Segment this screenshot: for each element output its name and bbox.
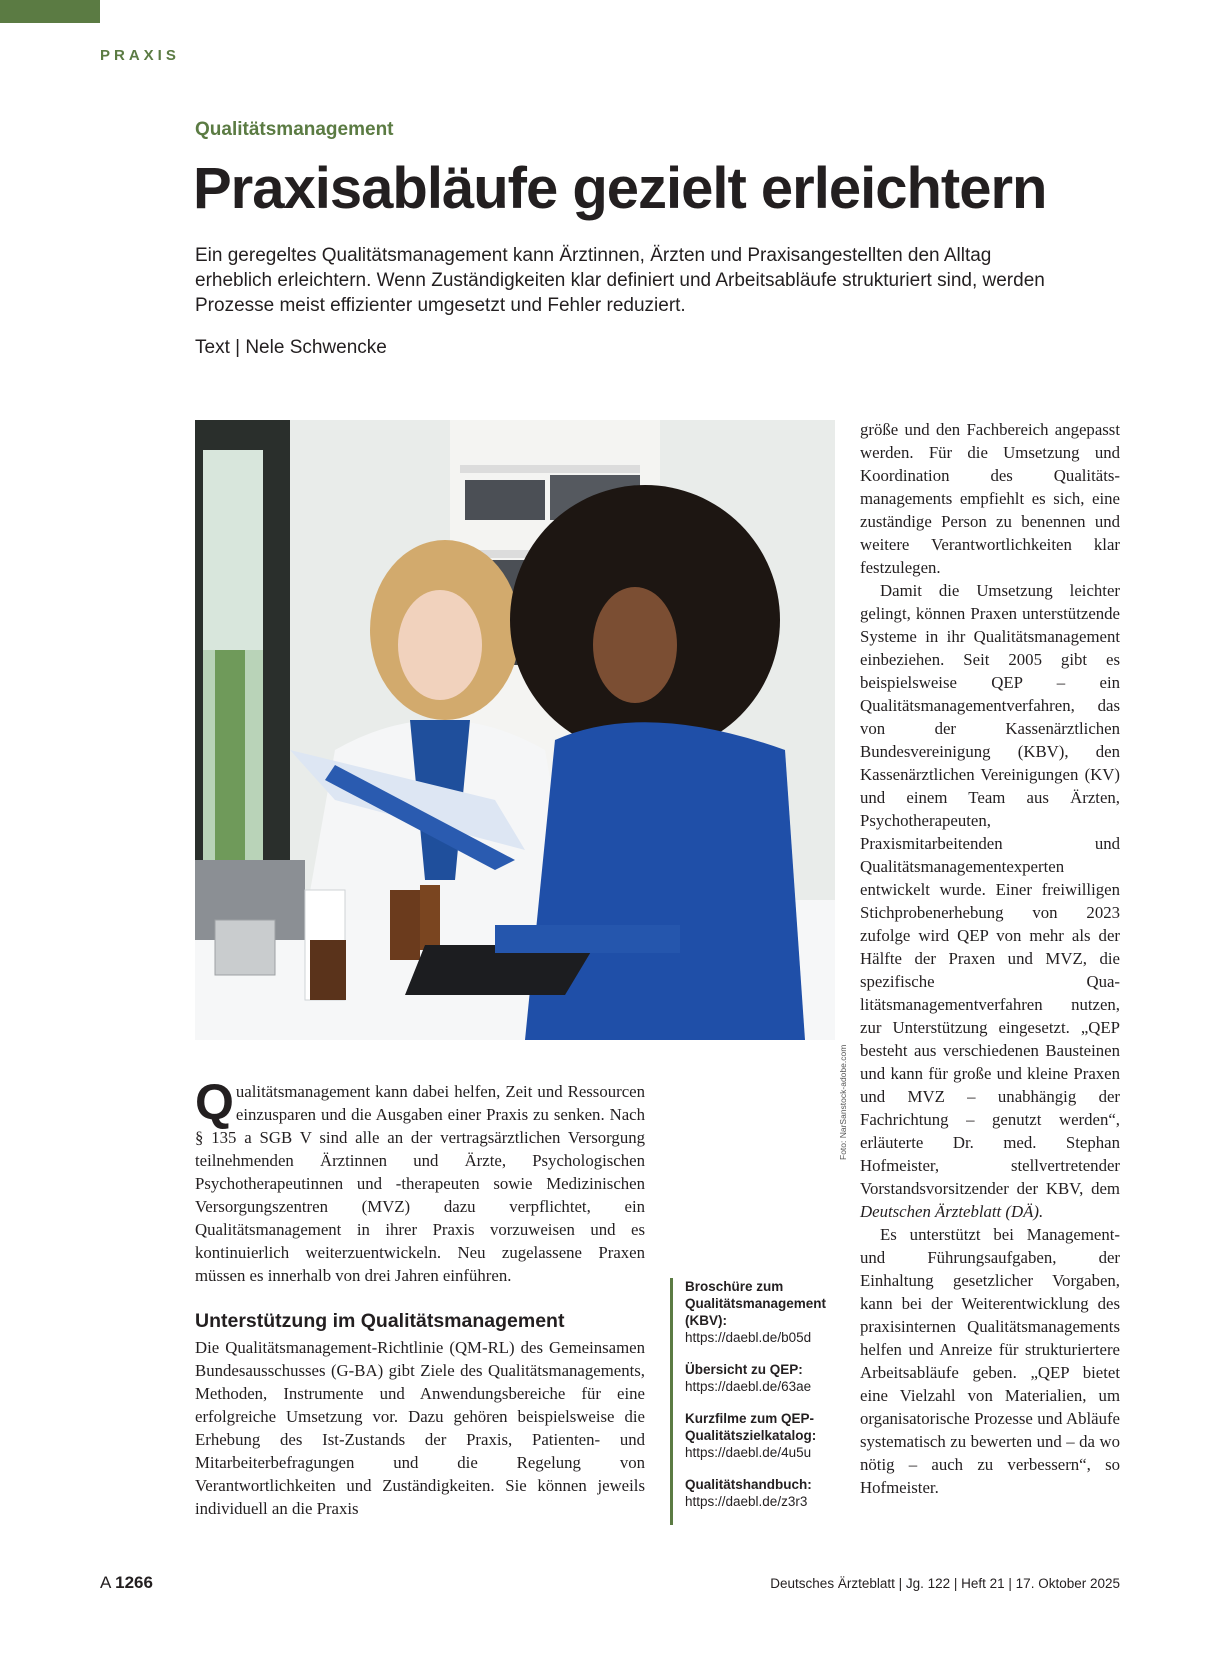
infobox-item: [685, 1361, 855, 1395]
article-paragraph: Es unterstützt bei Management- und Führungsaufgaben, der Einhaltung gesetzlicher Vorgaben, kann bei der Weiterentwicklung des praxisinternen Qualitätsmanagements helfen und Anreize für strukturiertere Arbeitsabläufe geben. „QEP bietet eine Vielzahl von Materialien, um organisatorische Prozesse und Abläufe systematisch zu bewerten und – da wo nötig – auch zu verbessern“, so Hofmeister.: [860, 1225, 1120, 1497]
infobox-link[interactable]: https://daebl.de/4u5u: [685, 1445, 812, 1460]
infobox-link[interactable]: https://daebl.de/z3r3: [685, 1494, 808, 1509]
article-paragraph: Qualitätsmanagement kann dabei helfen, Zeit und Ressourcen einzusparen und die Ausgaben einer Praxis zu senken. Nach § 135 a SGB V sind alle an der vertragsärztlichen Versorgung teilnehmenden Ärztinnen und Ärzte, Psychologischen Psychotherapeutinnen und -therapeuten sowie Medizinischen Versorgungszentren (MVZ) dazu verpflichtet, ein Qualitätsmanagement in ihrer Praxis vorzuweisen und es kontinuierlich weiterzuentwickeln. Neu zugelassene Praxen müssen es innerhalb von drei Jahren einführen.: [195, 1074, 645, 1285]
infobox-label: Qualitätshandbuch:: [685, 1477, 812, 1492]
article-column-left: [195, 1074, 645, 1520]
article-paragraph: größe und den Fachbereich angepasst werden. Für die Umsetzung und Koordination des Qualitätsmanagements empfiehlt es sich, eine zuständige Person zu benennen und weitere Verantwortlichkeiten klar festzulegen.: [860, 420, 1120, 577]
infobox-item: [685, 1278, 855, 1346]
article-headline: Praxisabläufe gezielt erleichtern: [193, 156, 1047, 221]
section-color-bar: [0, 0, 100, 23]
infobox-item: [685, 1476, 855, 1510]
article-paragraph: Die Qualitätsmanagement-Richtlinie (QM-RL) des Gemeinsamen Bundesausschusses (G-BA) gibt Ziele des Qualitätsmanagements, Methoden, Instrumente und Anwendungsbereiche für eine erfolgreiche Umsetzung vor. Dazu gehören beispielsweise die Erhebung des Ist-Zustands der Praxis, Patienten- und Mitarbeiterbefragungen und die Regelung von Verantwortlichkeiten und Zuständigkeiten. Sie können jeweils individuell an die Praxis: [195, 1338, 645, 1518]
page-number: A 1266: [100, 1573, 153, 1592]
article-subhead: Unterstützung im Qualitätsmanagement: [195, 1310, 565, 1332]
article-column-right: [860, 418, 1120, 1499]
article-byline: Text | Nele Schwencke: [195, 337, 387, 358]
link-infobox: [670, 1278, 855, 1525]
infobox-item: [685, 1410, 855, 1461]
journal-issue-info: Deutsches Ärzteblatt | Jg. 122 | Heft 21 | 17. Oktober 2025: [770, 1576, 1120, 1591]
article-photo: [195, 420, 835, 1040]
article-paragraph: Damit die Umsetzung leichter gelingt, können Praxen unterstützende Systeme in ihr Qualitätsmanagement einbeziehen. Seit 2005 gibt es beispielsweise QEP – ein Qualitätsmanagementverfahren, das von der Kassenärztlichen Bundesvereinigung (KBV), den Kassenärztlichen Vereinigungen (KV) und einem Team aus Ärzten, Psychotherapeuten, Praxismitarbeitenden und Qualitätsmanagementexperten entwickelt wurde. Einer freiwilligen Stichprobenerhebung von 2023 zufolge wird QEP von mehr als der Hälfte der Praxen und MVZ, die spezifische Qualitätsmanagementverfahren nutzen, zur Unterstützung eingesetzt. „QEP besteht aus verschiedenen Bausteinen und kann für große und kleine Praxen und MVZ – unabhängig der Fachrichtung – genutzt werden“, erläuterte Dr. med. Stephan Hofmeister, stellvertretender Vorstandsvorsitzender der KBV, dem Deutschen Ärzteblatt (DÄ).: [860, 581, 1120, 1221]
infobox-label: Übersicht zu QEP:: [685, 1362, 803, 1377]
infobox-link[interactable]: https://daebl.de/b05d: [685, 1330, 812, 1345]
article-teaser: Ein geregeltes Qualitätsmanagement kann Ärztinnen, Ärzten und Praxisangestellten den Alltag erheblich erleichtern. Wenn Zuständigkeiten klar definiert und Arbeitsabläufe strukturiert sind, werden Prozesse meist effizienter umgesetzt und Fehler reduziert.: [195, 245, 1045, 316]
infobox-label: Kurzfilme zum QEP-Qualitätszielkatalog:: [685, 1411, 817, 1443]
section-label: PRAXIS: [100, 47, 180, 64]
infobox-label: Broschüre zum Qualitätsmanagement (KBV):: [685, 1279, 827, 1328]
photo-credit: Foto: NarSanstock-adobe.com: [838, 1044, 848, 1160]
infobox-link[interactable]: https://daebl.de/63ae: [685, 1379, 812, 1394]
drop-cap: Q: [195, 1074, 234, 1130]
article-kicker: Qualitätsmanagement: [195, 119, 394, 140]
